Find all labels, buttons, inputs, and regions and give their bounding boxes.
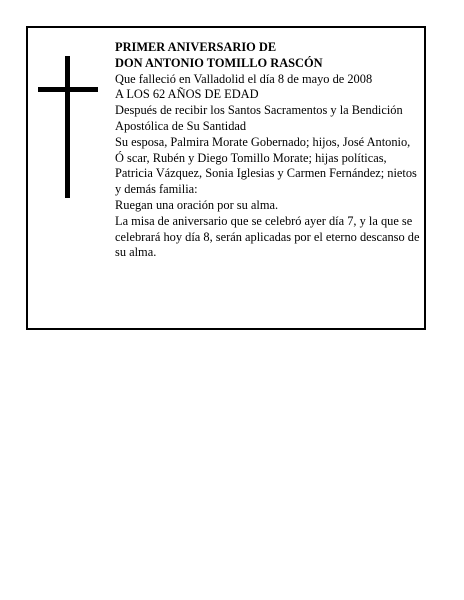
cross-icon bbox=[38, 56, 98, 198]
notice-text bbox=[115, 40, 421, 261]
mass-info: La misa de aniversario que se celebró ayer día 7, y la que se celebrará hoy día 8, serán aplicadas por el eterno descanso de su alma. bbox=[115, 213, 420, 260]
deceased-name: DON ANTONIO TOMILLO RASCÓN bbox=[115, 55, 323, 70]
notice-heading-line1: PRIMER ANIVERSARIO DE bbox=[115, 40, 277, 54]
age-info: A LOS 62 AÑOS DE EDAD bbox=[115, 87, 259, 102]
family-text: Su esposa, Palmira Morate Gobernado; hijos, José Antonio, Ó scar, Rubén y Diego Tomillo Morate; hijas políticas, Patricia Vázquez, Sonia Iglesias y Carmen Fernández; nietos y demás familia: bbox=[115, 134, 417, 197]
sacraments-text: Después de recibir los Santos Sacramentos y la Bendición Apostólica de Su Santidad bbox=[115, 103, 403, 133]
death-info: Que falleció en Valladolid el día 8 de mayo de 2008 bbox=[115, 71, 373, 86]
obituary-notice bbox=[26, 26, 426, 330]
prayer-request: Ruegan una oración por su alma. bbox=[115, 197, 279, 212]
